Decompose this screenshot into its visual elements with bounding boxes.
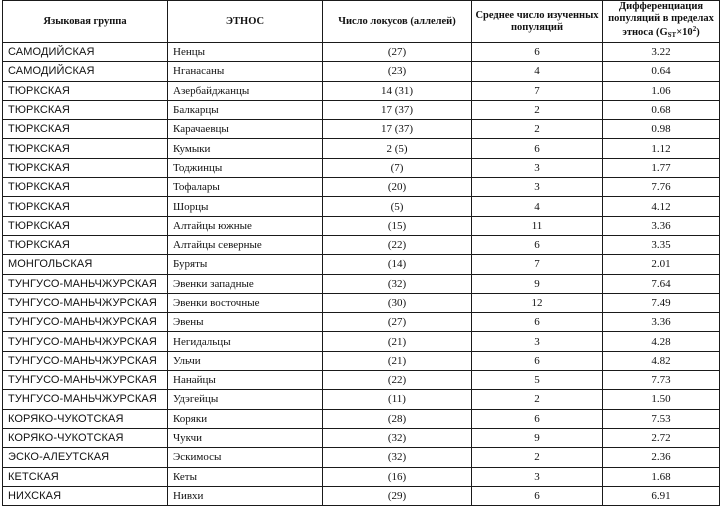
cell-gst: 0.98 [603,120,720,139]
cell-loci-count: (20) [323,178,472,197]
cell-language-group: ТЮРКСКАЯ [3,235,168,254]
cell-ethnos: Кеты [168,467,323,486]
cell-gst: 1.68 [603,467,720,486]
cell-populations-count: 6 [472,43,603,62]
table-row [3,255,720,274]
cell-populations-count: 7 [472,255,603,274]
table-row [3,139,720,158]
cell-loci-count: 14 (31) [323,81,472,100]
cell-populations-count: 2 [472,448,603,467]
cell-populations-count: 3 [472,332,603,351]
cell-populations-count: 3 [472,178,603,197]
cell-populations-count: 2 [472,120,603,139]
cell-ethnos: Нганасаны [168,62,323,81]
cell-ethnos: Алтайцы северные [168,235,323,254]
cell-ethnos: Эвены [168,313,323,332]
cell-language-group: ТУНГУСО-МАНЬЧЖУРСКАЯ [3,332,168,351]
table-row [3,197,720,216]
cell-ethnos: Коряки [168,409,323,428]
table-row [3,81,720,100]
cell-loci-count: (23) [323,62,472,81]
table-row [3,351,720,370]
table-row [3,448,720,467]
cell-ethnos: Буряты [168,255,323,274]
table-row [3,486,720,505]
cell-loci-count: 2 (5) [323,139,472,158]
cell-ethnos: Ульчи [168,351,323,370]
table-row [3,274,720,293]
cell-loci-count: (32) [323,448,472,467]
gst-mid: ×10 [676,27,693,39]
cell-ethnos: Нивхи [168,486,323,505]
cell-ethnos: Шорцы [168,197,323,216]
table-row [3,313,720,332]
cell-loci-count: (22) [323,235,472,254]
cell-language-group: ТУНГУСО-МАНЬЧЖУРСКАЯ [3,390,168,409]
cell-gst: 4.28 [603,332,720,351]
cell-populations-count: 6 [472,486,603,505]
cell-gst: 3.22 [603,43,720,62]
cell-language-group: КЕТСКАЯ [3,467,168,486]
cell-ethnos: Тофалары [168,178,323,197]
cell-gst: 7.53 [603,409,720,428]
table-row [3,178,720,197]
cell-ethnos: Кумыки [168,139,323,158]
cell-gst: 7.64 [603,274,720,293]
cell-ethnos: Эвенки западные [168,274,323,293]
cell-loci-count: (22) [323,371,472,390]
table-row [3,428,720,447]
table-row [3,467,720,486]
table-row [3,293,720,312]
cell-gst: 1.06 [603,81,720,100]
cell-loci-count: (5) [323,197,472,216]
cell-gst: 0.68 [603,100,720,119]
cell-populations-count: 7 [472,81,603,100]
cell-populations-count: 2 [472,100,603,119]
table-row [3,371,720,390]
cell-gst: 1.50 [603,390,720,409]
cell-gst: 4.82 [603,351,720,370]
cell-ethnos: Балкарцы [168,100,323,119]
table-row [3,62,720,81]
cell-loci-count: (29) [323,486,472,505]
cell-ethnos: Ненцы [168,43,323,62]
cell-loci-count: (21) [323,351,472,370]
cell-populations-count: 2 [472,390,603,409]
cell-ethnos: Тоджинцы [168,158,323,177]
table-row [3,216,720,235]
cell-loci-count: (27) [323,313,472,332]
table-row [3,100,720,119]
cell-gst: 0.64 [603,62,720,81]
cell-ethnos: Нанайцы [168,371,323,390]
cell-language-group: САМОДИЙСКАЯ [3,43,168,62]
table-row [3,235,720,254]
cell-language-group: ТУНГУСО-МАНЬЧЖУРСКАЯ [3,351,168,370]
cell-language-group: ТУНГУСО-МАНЬЧЖУРСКАЯ [3,313,168,332]
cell-populations-count: 12 [472,293,603,312]
cell-language-group: ТУНГУСО-МАНЬЧЖУРСКАЯ [3,371,168,390]
cell-loci-count: (30) [323,293,472,312]
cell-loci-count: 17 (37) [323,120,472,139]
header-populations-count: Среднее число изученных популяций [472,1,603,43]
cell-language-group: ТЮРКСКАЯ [3,178,168,197]
table-row [3,390,720,409]
cell-populations-count: 9 [472,274,603,293]
cell-language-group: ЭСКО-АЛЕУТСКАЯ [3,448,168,467]
header-ethnos: ЭТНОС [168,1,323,43]
cell-populations-count: 3 [472,467,603,486]
cell-populations-count: 6 [472,139,603,158]
cell-loci-count: (21) [323,332,472,351]
cell-gst: 1.77 [603,158,720,177]
genetic-differentiation-table [2,0,720,506]
cell-ethnos: Негидальцы [168,332,323,351]
cell-gst: 3.36 [603,216,720,235]
cell-language-group: ТЮРКСКАЯ [3,120,168,139]
cell-ethnos: Удэгейцы [168,390,323,409]
cell-ethnos: Чукчи [168,428,323,447]
table-row [3,43,720,62]
cell-gst: 4.12 [603,197,720,216]
cell-loci-count: (32) [323,274,472,293]
cell-populations-count: 6 [472,351,603,370]
cell-populations-count: 6 [472,313,603,332]
cell-language-group: ТУНГУСО-МАНЬЧЖУРСКАЯ [3,274,168,293]
cell-gst: 2.36 [603,448,720,467]
cell-gst: 2.72 [603,428,720,447]
cell-gst: 6.91 [603,486,720,505]
cell-loci-count: (27) [323,43,472,62]
header-language-group: Языковая группа [3,1,168,43]
cell-language-group: ТЮРКСКАЯ [3,81,168,100]
header-loci-count: Число локусов (аллелей) [323,1,472,43]
gst-subscript: ST [667,31,677,40]
cell-language-group: ТЮРКСКАЯ [3,139,168,158]
cell-populations-count: 5 [472,371,603,390]
cell-loci-count: (15) [323,216,472,235]
cell-loci-count: (28) [323,409,472,428]
cell-ethnos: Алтайцы южные [168,216,323,235]
cell-language-group: МОНГОЛЬСКАЯ [3,255,168,274]
table-row [3,409,720,428]
cell-populations-count: 4 [472,197,603,216]
header-row [3,1,720,43]
table-body [3,43,720,506]
gst-suffix: ) [696,27,700,39]
cell-loci-count: (14) [323,255,472,274]
gst-superscript: 2 [692,25,697,34]
cell-gst: 7.76 [603,178,720,197]
cell-ethnos: Азербайджанцы [168,81,323,100]
cell-gst: 7.73 [603,371,720,390]
cell-populations-count: 9 [472,428,603,447]
cell-gst: 3.36 [603,313,720,332]
cell-language-group: КОРЯКО-ЧУКОТСКАЯ [3,409,168,428]
cell-populations-count: 4 [472,62,603,81]
header-gst [603,1,720,43]
cell-language-group: НИХСКАЯ [3,486,168,505]
cell-language-group: САМОДИЙСКАЯ [3,62,168,81]
table-row [3,332,720,351]
cell-language-group: ТЮРКСКАЯ [3,100,168,119]
cell-ethnos: Эвенки восточные [168,293,323,312]
cell-populations-count: 11 [472,216,603,235]
cell-loci-count: (32) [323,428,472,447]
cell-loci-count: 17 (37) [323,100,472,119]
cell-ethnos: Эскимосы [168,448,323,467]
gst-prefix: Дифференциация популяций в пределах этноса (G [608,1,714,39]
cell-populations-count: 3 [472,158,603,177]
cell-language-group: ТУНГУСО-МАНЬЧЖУРСКАЯ [3,293,168,312]
cell-language-group: ТЮРКСКАЯ [3,197,168,216]
cell-loci-count: (7) [323,158,472,177]
table-row [3,120,720,139]
cell-populations-count: 6 [472,409,603,428]
cell-language-group: ТЮРКСКАЯ [3,216,168,235]
table-row [3,158,720,177]
cell-gst: 7.49 [603,293,720,312]
cell-language-group: КОРЯКО-ЧУКОТСКАЯ [3,428,168,447]
cell-gst: 3.35 [603,235,720,254]
cell-populations-count: 6 [472,235,603,254]
cell-language-group: ТЮРКСКАЯ [3,158,168,177]
cell-loci-count: (11) [323,390,472,409]
cell-gst: 2.01 [603,255,720,274]
cell-gst: 1.12 [603,139,720,158]
cell-ethnos: Карачаевцы [168,120,323,139]
cell-loci-count: (16) [323,467,472,486]
